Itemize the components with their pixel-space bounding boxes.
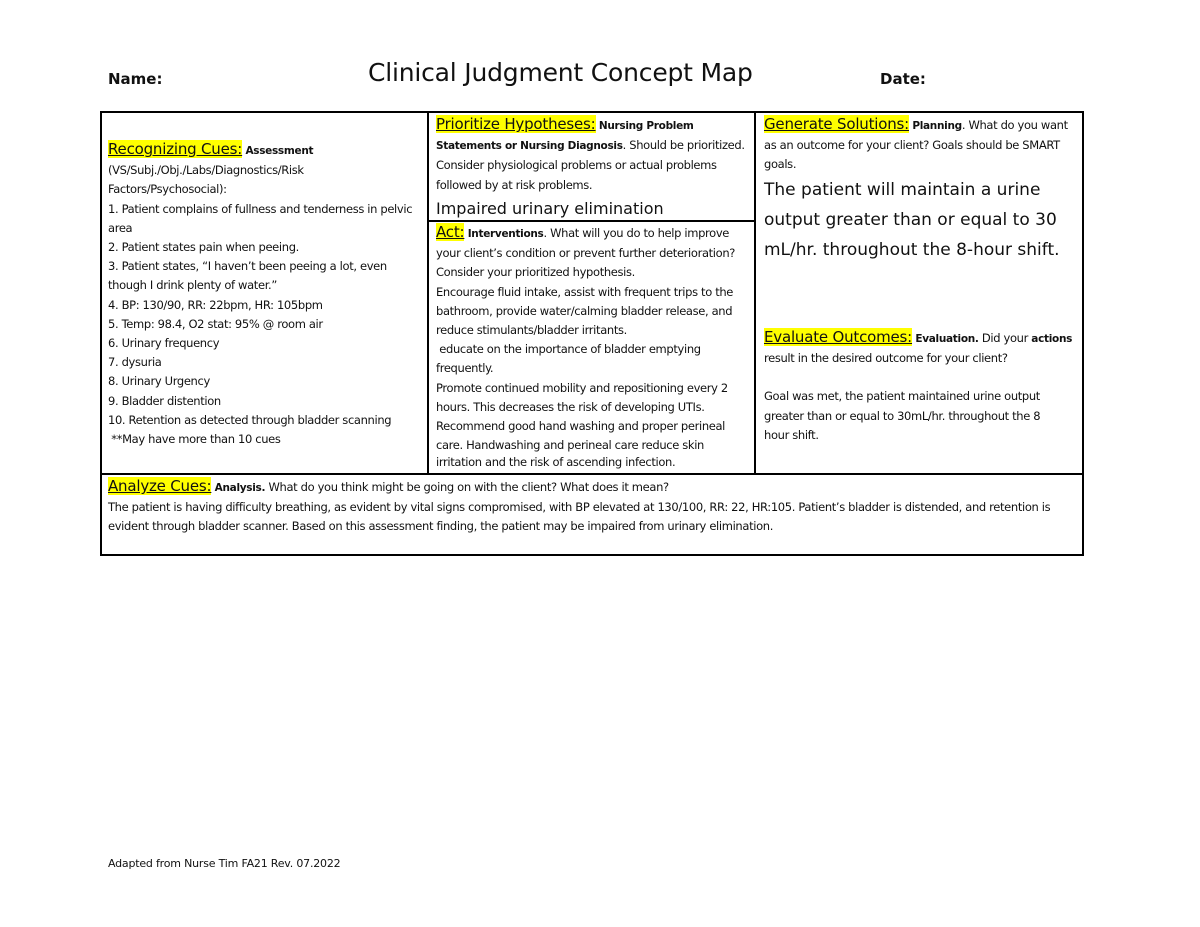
recognizing-line: 1. Patient complains of fullness and tenderness in pelvic xyxy=(108,201,413,216)
evaluate-bold-text: actions xyxy=(1031,333,1073,345)
column-divider xyxy=(754,112,756,474)
act-line: bathroom, provide water/calming bladder release, and xyxy=(436,303,733,318)
generate-line: . What do you want xyxy=(961,118,1068,132)
evaluate-answer-line: Goal was met, the patient maintained urine output xyxy=(764,389,1040,404)
analyze-line: evident through bladder scanner. Based on this assessment finding, the patient may be impaired from urinary elimination. xyxy=(108,519,773,534)
recognizing-line: Factors/Psychosocial): xyxy=(108,182,227,197)
recognizing-line: 7. dysuria xyxy=(108,355,162,370)
prioritize-line: Consider physiological problems or actual problems xyxy=(436,158,717,173)
recognizing-cues-heading: Recognizing Cues: xyxy=(108,140,243,158)
act-line: irritation and the risk of ascending infection. xyxy=(436,455,676,470)
row-divider xyxy=(101,473,1083,475)
recognizing-line: (VS/Subj./Obj./Labs/Diagnostics/Risk xyxy=(108,163,304,178)
recognizing-line: 5. Temp: 98.4, O2 stat: 95% @ room air xyxy=(108,316,323,331)
act-subheading: Interventions xyxy=(467,228,544,240)
recognizing-cues-cell xyxy=(108,140,426,449)
evaluate-subheading: Evaluation. xyxy=(915,333,979,345)
recognizing-line: 2. Patient states pain when peeing. xyxy=(108,240,299,255)
analyze-subheading: Analysis. xyxy=(214,482,266,494)
recognizing-line: 8. Urinary Urgency xyxy=(108,374,210,389)
recognizing-line: though I drink plenty of water.” xyxy=(108,278,277,293)
analyze-line: The patient is having difficulty breathing, as evident by vital signs compromised, with BP elevated at 130/100, RR: 22, HR:105. Patient’s bladder is distended, and retention is xyxy=(108,500,1051,515)
generate-answer-line: output greater than or equal to 30 xyxy=(764,209,1057,230)
recognizing-line: area xyxy=(108,220,133,235)
act-line: your client’s condition or prevent further deterioration? xyxy=(436,246,736,261)
act-cell xyxy=(436,223,754,469)
prioritize-line: followed by at risk problems. xyxy=(436,177,593,192)
act-line: care. Handwashing and perineal care reduce skin xyxy=(436,438,704,453)
prioritize-heading: Prioritize Hypotheses: xyxy=(436,115,596,133)
act-line: Consider your prioritized hypothesis. xyxy=(436,265,635,280)
evaluate-line: result in the desired outcome for your client? xyxy=(764,351,1008,366)
prioritize-subheading: Nursing Problem xyxy=(598,120,694,132)
row-divider xyxy=(428,220,755,222)
recognizing-line: 9. Bladder distention xyxy=(108,393,221,408)
prioritize-answer: Impaired urinary elimination xyxy=(436,198,664,218)
generate-subheading: Planning xyxy=(912,120,962,132)
evaluate-answer-line: hour shift. xyxy=(764,427,819,442)
page-title: Clinical Judgment Concept Map xyxy=(368,58,753,87)
prioritize-line: . Should be prioritized. xyxy=(622,138,745,153)
analyze-line: What do you think might be going on with the client? What does it mean? xyxy=(265,480,669,494)
act-line: hours. This decreases the risk of developing UTIs. xyxy=(436,399,705,414)
generate-answer-line: mL/hr. throughout the 8-hour shift. xyxy=(764,239,1060,260)
evaluate-outcomes-cell xyxy=(764,328,1082,445)
footer-note: Adapted from Nurse Tim FA21 Rev. 07.2022 xyxy=(108,857,341,870)
generate-solutions-cell xyxy=(764,115,1082,265)
evaluate-answer-line: greater than or equal to 30mL/hr. throughout the 8 xyxy=(764,408,1041,423)
prioritize-bold-text: Statements or Nursing Diagnosis xyxy=(436,140,623,153)
prioritize-hypotheses-cell xyxy=(436,115,754,219)
analyze-heading: Analyze Cues: xyxy=(108,477,212,495)
recognizing-line: 10. Retention as detected through bladder scanning xyxy=(108,412,392,427)
date-label: Date: xyxy=(880,70,926,88)
analyze-cues-cell xyxy=(108,477,1080,537)
recognizing-line: 4. BP: 130/90, RR: 22bpm, HR: 105bpm xyxy=(108,297,323,312)
act-line: Promote continued mobility and repositioning every 2 xyxy=(436,380,728,395)
recognizing-cues-subheading: Assessment xyxy=(245,145,314,157)
generate-line: as an outcome for your client? Goals should be SMART xyxy=(764,138,1060,153)
act-line: . What will you do to help improve xyxy=(543,226,730,240)
evaluate-line: Did your xyxy=(978,331,1032,345)
column-divider xyxy=(427,112,429,474)
generate-answer-line: The patient will maintain a urine xyxy=(764,179,1041,200)
recognizing-line: 6. Urinary frequency xyxy=(108,336,220,351)
evaluate-heading: Evaluate Outcomes: xyxy=(764,328,913,346)
name-label: Name: xyxy=(108,70,163,88)
act-line: educate on the importance of bladder emptying xyxy=(436,342,701,357)
recognizing-line: **May have more than 10 cues xyxy=(108,432,281,447)
recognizing-line: 3. Patient states, “I haven’t been peeing a lot, even xyxy=(108,259,387,274)
act-line: frequently. xyxy=(436,361,494,376)
act-line: reduce stimulants/bladder irritants. xyxy=(436,323,627,338)
act-line: Encourage fluid intake, assist with frequent trips to the xyxy=(436,284,734,299)
generate-line: goals. xyxy=(764,157,797,172)
act-heading: Act: xyxy=(436,223,465,241)
act-line: Recommend good hand washing and proper perineal xyxy=(436,419,726,434)
generate-heading: Generate Solutions: xyxy=(764,115,909,133)
